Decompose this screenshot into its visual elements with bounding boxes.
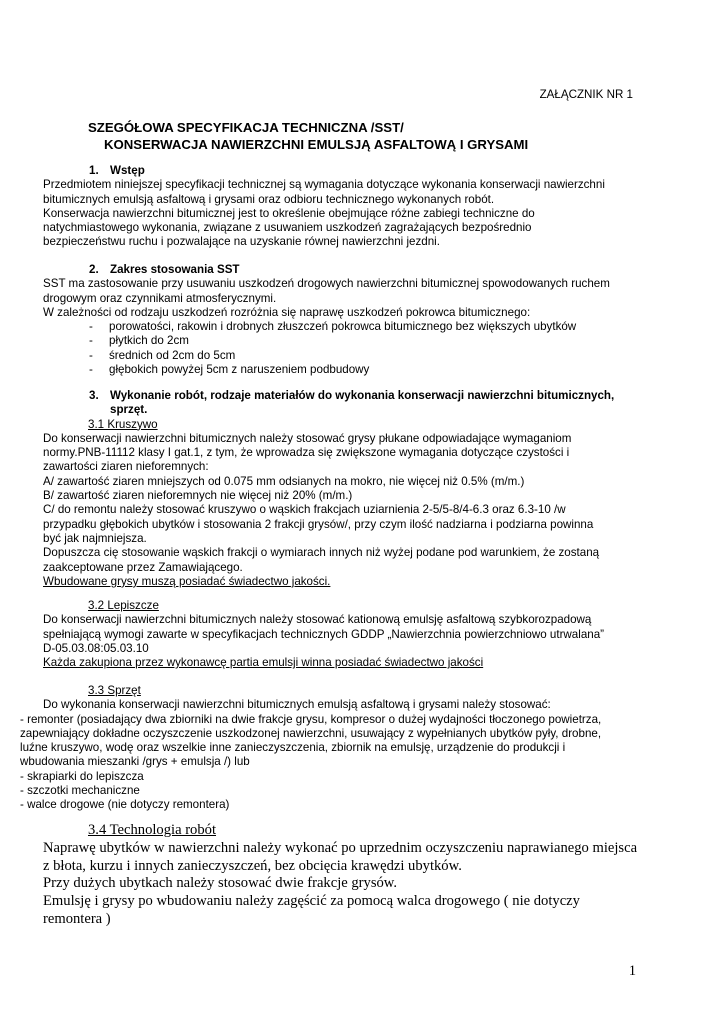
paragraph-line: C/ do remontu należy stosować kruszywo o wąskich frakcjach uziarnienia 2-5/5-8/4-6.3 oraz 6.3-10 /w xyxy=(43,503,566,517)
subsection-heading-binder: 3.2 Lepiszcze xyxy=(88,599,159,612)
subsection-equipment xyxy=(20,684,680,813)
paragraph-line: luźne kruszywo, wodę oraz wszelkie inne zanieczyszczenia, zbiornik na emulsję, urządzenie do produkcji i xyxy=(20,741,566,755)
quality-certificate-note: Wbudowane grysy muszą posiadać świadectwo jakości. xyxy=(43,574,331,588)
paragraph-line: Do konserwacji nawierzchni bitumicznych należy stosować kationową emulsję asfaltową szybkorozpadową xyxy=(43,613,592,627)
subsection-heading-aggregate: 3.1 Kruszywo xyxy=(88,417,158,431)
page-number: 1 xyxy=(628,963,636,979)
paragraph-line: spełniającą wymogi zawarte w specyfikacjach technicznych GDDP „Nawierzchnia powierzchniowo utrwalana” xyxy=(43,627,605,641)
paragraph-line: z błota, kurzu i innych zanieczyszczeń, bez obcięcia krawędzi ubytków. xyxy=(43,857,462,874)
list-item: - średnich od 2cm do 5cm xyxy=(89,348,236,362)
paragraph-line: zawartości ziaren nieforemnych: xyxy=(43,460,209,474)
paragraph-line: remontera ) xyxy=(43,910,111,927)
paragraph-line: drogowym oraz czynnikami atmosferycznymi. xyxy=(43,291,277,305)
paragraph-line: B/ zawartość ziaren nieforemnych nie więcej niż 20% (m/m.) xyxy=(43,489,353,503)
paragraph-line: Przedmiotem niniejszej specyfikacji technicznej są wymagania dotyczące wykonania konserwacji nawierzchni xyxy=(43,178,605,192)
paragraph-line: - walce drogowe (nie dotyczy remontera) xyxy=(20,798,230,812)
paragraph-line: Emulsję i grysy po wbudowaniu należy zagęścić za pomocą walca drogowego ( nie dotyczy xyxy=(43,893,580,910)
paragraph-line: być jak najmniejsza. xyxy=(43,531,147,545)
list-item: - głębokich powyżej 5cm z naruszeniem podbudowy xyxy=(89,363,370,377)
section-heading: 3. Wykonanie robót, rodzaje materiałów do wykonania konserwacji nawierzchni bitumicznych, xyxy=(89,389,615,402)
paragraph-line: Dopuszcza cię stosowanie wąskich frakcji o wymiarach innych niż wyżej podane pod warunkiem, że zostaną xyxy=(43,546,600,560)
paragraph-line: Do wykonania konserwacji nawierzchni bitumicznych emulsją asfaltową i grysami należy stosować: xyxy=(43,698,551,712)
paragraph-line: natychmiastowego wykonania, związane z usuwaniem uszkodzeń zagrażających bezpośrednio xyxy=(43,221,532,235)
section-heading: 2. Zakres stosowania SST xyxy=(89,263,240,276)
paragraph-line: Naprawę ubytków w nawierzchni należy wykonać po uprzednim oczyszczeniu naprawianego miejsca xyxy=(43,839,638,856)
paragraph-line: przypadku głębokich ubytków i stosowania 2 frakcji grysów/, przy czym ilość nadziarna i podziarna powinna xyxy=(43,517,594,531)
list-item: - porowatości, rakowin i drobnych złuszczeń pokrowca bitumicznego bez większych ubytków xyxy=(89,320,577,334)
subsection-heading-technology: 3.4 Technologia robót xyxy=(88,822,217,838)
document-title xyxy=(88,119,528,153)
paragraph-line: Przy dużych ubytkach należy stosować dwie frakcje grysów. xyxy=(43,875,398,892)
paragraph-line: zapewniający dokładne oczyszczenie uszkodzonej nawierzchni, usuwający z wypełnianych ubytków pyły, drobne, xyxy=(20,726,602,740)
damage-type-list xyxy=(43,320,643,377)
paragraph-line: D-05.03.08:05.03.10 xyxy=(43,641,149,655)
paragraph-line: Do konserwacji nawierzchni bitumicznych należy stosować grysy płukane odpowiadające wymaganiom xyxy=(43,431,572,445)
subsection-technology xyxy=(43,822,663,929)
section-scope xyxy=(43,263,643,377)
section-introduction xyxy=(43,164,643,250)
paragraph-line: - szczotki mechaniczne xyxy=(20,784,140,798)
section-heading-continued: sprzęt. xyxy=(110,403,148,417)
paragraph-line: A/ zawartość ziaren mniejszych od 0.075 mm odsianych na mokro, nie więcej niż 0.5% (m/m.) xyxy=(43,474,525,488)
section-heading: 1. Wstęp xyxy=(89,164,145,177)
paragraph-line: normy.PNB-11112 klasy I gat.1, z tym, że wprowadza się zwiększone wymagania dotyczące czystości i xyxy=(43,446,570,460)
section-execution xyxy=(43,389,643,589)
paragraph-line: wbudowania mieszanki /grys + emulsja /) lub xyxy=(20,755,250,769)
paragraph-line: SST ma zastosowanie przy usuwaniu uszkodzeń drogowych nawierzchni bitumicznej spowodowanych ruchem xyxy=(43,277,610,291)
list-item: - płytkich do 2cm xyxy=(89,334,189,348)
title-line-2: KONSERWACJA NAWIERZCHNI EMULSJĄ ASFALTOWĄ I GRYSAMI xyxy=(104,137,529,152)
emulsion-certificate-note: Każda zakupiona przez wykonawcę partia emulsji winna posiadać świadectwo jakości xyxy=(43,656,484,670)
paragraph-line: W zależności od rodzaju uszkodzeń rozróżnia się naprawę uszkodzeń pokrowca bitumicznego: xyxy=(43,305,531,319)
paragraph-line: bezpieczeństwu ruchu i pozwalające na uzyskanie równej nawierzchni jezdni. xyxy=(43,235,440,249)
subsection-binder xyxy=(43,599,643,670)
paragraph-line: Konserwacja nawierzchni bitumicznej jest to określenie obejmujące różne zabiegi techniczne do xyxy=(43,206,535,220)
subsection-heading-equipment: 3.3 Sprzęt xyxy=(88,684,141,697)
paragraph-line: bitumicznych emulsją asfaltową i grysami oraz odbioru technicznego wykonanych robót. xyxy=(43,192,495,206)
paragraph-line: - skrapiarki do lepiszcza xyxy=(20,769,144,783)
annex-label: ZAŁĄCZNIK NR 1 xyxy=(539,88,633,101)
paragraph-line: zaakceptowane przez Zamawiającego. xyxy=(43,560,243,574)
paragraph-line: - remonter (posiadający dwa zbiorniki na dwie frakcje grysu, kompresor o dużej wydajności tłoczonego powietrza, xyxy=(20,712,602,726)
title-line-1: SZEGÓŁOWA SPECYFIKACJA TECHNICZNA /SST/ xyxy=(88,120,404,135)
